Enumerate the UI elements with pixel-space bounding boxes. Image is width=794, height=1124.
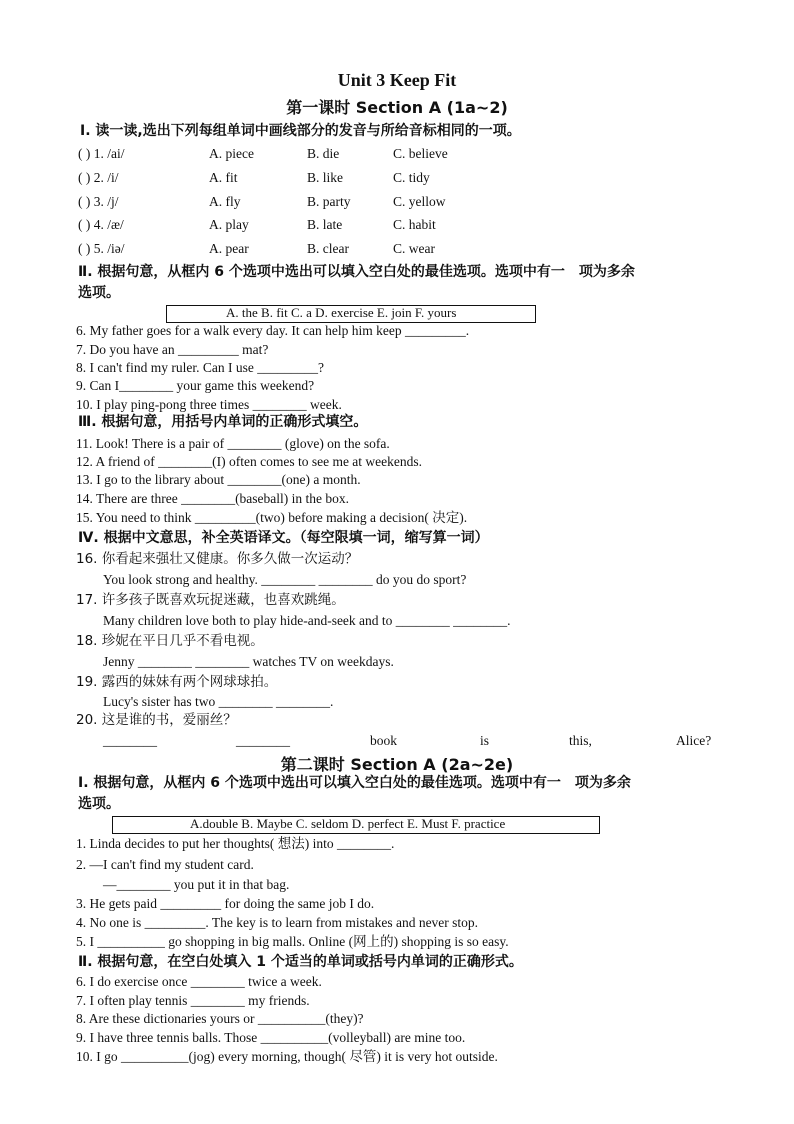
question-cn: 18. 珍妮在平日几乎不看电视。	[76, 633, 264, 649]
question-number: ( ) 1. /ai/	[78, 146, 125, 161]
question: 7. Do you have an _________ mat?	[76, 342, 269, 357]
question: 15. You need to think _________(two) before making a decision( 决定).	[76, 510, 468, 525]
question: 5. I __________ go shopping in big malls. Online (网上的) shopping is so easy.	[76, 934, 509, 949]
question-cn: 20. 这是谁的书，爱丽丝？	[76, 712, 237, 728]
answer-blank: ________	[103, 733, 157, 748]
question-number: ( ) 5. /iə/	[78, 241, 125, 256]
question: 13. I go to the library about ________(one) a month.	[76, 472, 361, 487]
question: 1. Linda decides to put her thoughts( 想法) into ________.	[76, 836, 395, 851]
question: 8. Are these dictionaries yours or __________(they)?	[76, 1011, 364, 1026]
option-c: C. yellow	[393, 194, 446, 209]
question-cn: 17. 许多孩子既喜欢玩捉迷藏，也喜欢跳绳。	[76, 592, 345, 608]
word-bank-text: A.double B. Maybe C. seldom D. perfect E. Must F. practice	[190, 816, 506, 831]
option-b: B. late	[307, 217, 343, 232]
l2-part2-heading: Ⅱ. 根据句意，在空白处填入 1 个适当的单词或括号内单词的正确形式。	[78, 954, 523, 970]
question: 2. —I can't find my student card.	[76, 857, 254, 872]
question: 3. He gets paid _________ for doing the same job I do.	[76, 896, 375, 911]
question: 9. Can I________ your game this weekend?	[76, 378, 315, 393]
question-number: ( ) 4. /æ/	[78, 217, 124, 232]
question: 8. I can't find my ruler. Can I use _________?	[76, 360, 325, 375]
option-a: A. play	[209, 217, 249, 232]
word: Alice?	[676, 733, 712, 748]
question-number: ( ) 2. /i/	[78, 170, 119, 185]
question-cn: 16. 你看起来强壮又健康。你多久做一次运动？	[76, 551, 359, 567]
question: 4. No one is _________. The key is to learn from mistakes and never stop.	[76, 915, 479, 930]
lesson1-title: 第一课时 Section A (1a~2)	[286, 98, 508, 117]
question: 10. I play ping-pong three times ________ week.	[76, 397, 342, 412]
option-a: A. fit	[209, 170, 238, 185]
option-a: A. piece	[209, 146, 254, 161]
question-cn: 19. 露西的妹妹有两个网球球拍。	[76, 674, 278, 690]
option-c: C. wear	[393, 241, 435, 256]
lesson2-title: 第二课时 Section A (2a~2e)	[280, 755, 514, 774]
question: 7. I often play tennis ________ my friends.	[76, 993, 310, 1008]
l1-part2-heading-cont: 选项。	[78, 285, 120, 301]
l2-part1-heading: Ⅰ. 根据句意，从框内 6 个选项中选出可以填入空白处的最佳选项。选项中有一 项为多余	[78, 775, 631, 791]
question: 14. There are three ________(baseball) in the box.	[76, 491, 350, 506]
question-number: ( ) 3. /j/	[78, 194, 119, 209]
word: this,	[569, 733, 592, 748]
question: 10. I go __________(jog) every morning, though( 尽管) it is very hot outside.	[76, 1049, 498, 1064]
question-en: Jenny ________ ________ watches TV on weekdays.	[103, 654, 394, 669]
l2-part1-heading-cont: 选项。	[78, 796, 120, 812]
option-b: B. clear	[307, 241, 349, 256]
option-c: C. believe	[393, 146, 448, 161]
question-en: You look strong and healthy. ________ ________ do you do sport?	[103, 572, 467, 587]
word-bank-text: A. the B. fit C. a D. exercise E. join F. yours	[226, 305, 457, 320]
l1-part1-heading: Ⅰ. 读一读,选出下列每组单词中画线部分的发音与所给音标相同的一项。	[80, 123, 521, 139]
question: 6. I do exercise once ________ twice a week.	[76, 974, 322, 989]
question: 11. Look! There is a pair of ________ (glove) on the sofa.	[76, 436, 390, 451]
question: 12. A friend of ________(I) often comes to see me at weekends.	[76, 454, 423, 469]
question-cont: —________ you put it in that bag.	[103, 877, 290, 892]
answer-blank: ________	[236, 733, 290, 748]
question-en: Many children love both to play hide-and-seek and to ________ ________.	[103, 613, 511, 628]
option-b: B. party	[307, 194, 351, 209]
l1-part4-heading: Ⅳ. 根据中文意思，补全英语译文。（每空限填一词，缩写算一词）	[78, 530, 489, 546]
question: 9. I have three tennis balls. Those __________(volleyball) are mine too.	[76, 1030, 466, 1045]
option-b: B. like	[307, 170, 343, 185]
l1-part3-heading: Ⅲ. 根据句意，用括号内单词的正确形式填空。	[78, 414, 368, 430]
option-a: A. fly	[209, 194, 241, 209]
option-c: C. tidy	[393, 170, 430, 185]
option-a: A. pear	[209, 241, 249, 256]
option-b: B. die	[307, 146, 340, 161]
word: book	[370, 733, 397, 748]
question-en: Lucy's sister has two ________ ________.	[103, 694, 334, 709]
word: is	[480, 733, 490, 748]
unit-title: Unit 3 Keep Fit	[337, 70, 457, 90]
l1-part2-heading: Ⅱ. 根据句意，从框内 6 个选项中选出可以填入空白处的最佳选项。选项中有一 项为多余	[78, 264, 635, 280]
question: 6. My father goes for a walk every day. It can help him keep _________.	[76, 323, 470, 338]
option-c: C. habit	[393, 217, 436, 232]
